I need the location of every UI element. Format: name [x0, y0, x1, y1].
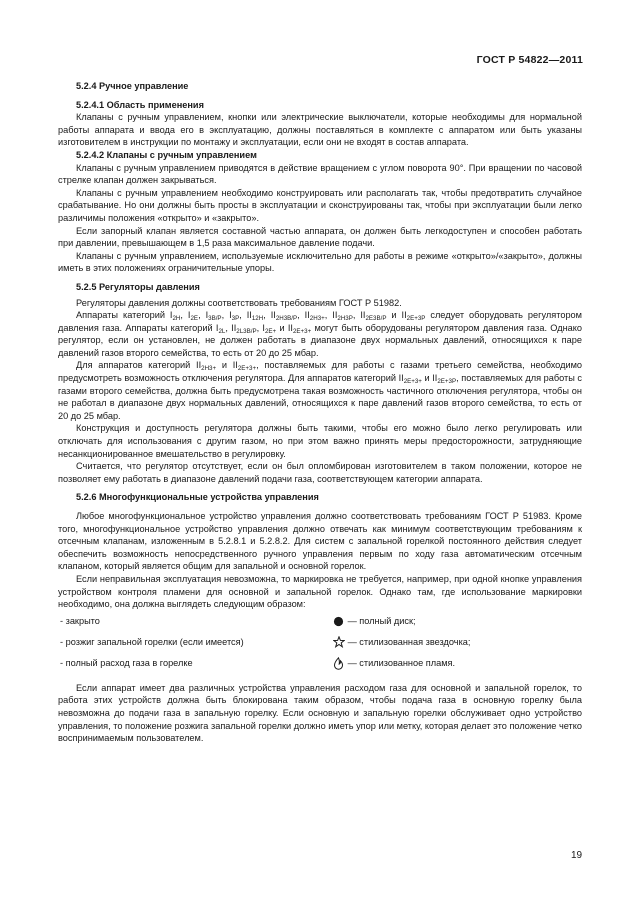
- legend-label: - полный расход газа в горелке: [60, 657, 193, 668]
- paragraph-gas-categories: Аппараты категорий $I_{2H}$, $I_{2E}$, $I_{3B/P}$, $I_{3P}$, $II_{12H}$, $II_{2H3B/P}$, $II_{2H3+}$, $II_{2H3P}$, $II_{2E3B/P}$ и $II_{2E+3P}$ следует оборудовать регулятором давления газа. Аппараты категорий $I_{2L}$, $II_{2L3B/P}$, $I_{2E+}$ и $II_{2E+3+}$ могут быть оборудованы регулятором давления газа. Однако регулятор, если он установлен, не должен работать в диапазоне двух нормальных давлений, относящихся к паре давлений газов второго семейства, то есть от 20 до 25 мбар.: [58, 310, 582, 358]
- page-body: [58, 80, 582, 745]
- legend-label: - закрыто: [60, 615, 100, 626]
- paragraph: Любое многофункциональное устройство управления должно соответствовать требованиям ГОСТ Р 51983. Кроме того, многофункциональное устройство управления должно отвечать как минимум соответствующим требованиям к отсечным клапанам, изложенным в 5.2.8.1 и 5.2.8.2. Для систем с запальной горелкой постоянного действия следует обеспечить возможность непосредственного ручного управления первым по ходу газа автоматическим отсечным клапаном, который является общим для запальной и основной горелок.: [58, 511, 582, 572]
- paragraph: Если неправильная эксплуатация невозможна, то маркировка не требуется, например, при одной кнопке управления устройством контроля пламени для основной и запальной горелок. Однако там, где использование маркировки необходимо, она должна выглядеть следующим образом:: [58, 573, 582, 610]
- section-title-5-2-5: 5.2.5 Регуляторы давления: [76, 281, 200, 292]
- star-icon: [333, 636, 345, 648]
- flame-icon: [333, 657, 345, 670]
- paragraph: Регуляторы давления должны соответствовать требованиям ГОСТ Р 51982.: [76, 297, 402, 308]
- legend-description: — стилизованное пламя.: [347, 657, 456, 668]
- section-title-5-2-6: 5.2.6 Многофункциональные устройства управления: [76, 492, 319, 503]
- paragraph: Конструкция и доступность регулятора должны быть такими, чтобы его можно было легко регулировать или отключать для использования с другим газом, но при этом важно принять меры предосторожности, затрудняющие несанкционированное вмешательство в регулировку.: [58, 423, 582, 459]
- document-header: ГОСТ Р 54822—2011: [476, 54, 583, 66]
- paragraph: Клапаны с ручным управлением, кнопки или электрические выключатели, которые необходимы для нормальной работы аппарата и ввода его в эксплуатацию, должны поставляться в комплекте с аппаратом или быть указаны изготовителем в инструкции по монтажу и эксплуатации, если они не входят в состав аппарата.: [58, 112, 582, 148]
- filled-disc-icon: [333, 616, 345, 627]
- paragraph-regulator-disable: Для аппаратов категорий $II_{2H3+}$ и $II_{2E+3+}$, поставляемых для работы с газами третьего семейства, необходимо предусмотреть возможность отключения регулятора. Для аппаратов категорий $II_{2E+3+}$ и $II_{2E+3P}$, поставляемых для работы с газами второго семейства, должна быть предусмотрена такая возможность частичного отключения регулятора, чтобы он не работал в диапазоне двух нормальных давлений, относящихся к паре давлений газов второго семейства, то есть от 20 до 25 мбар.: [58, 360, 583, 421]
- legend-row-closed: [58, 615, 582, 636]
- legend-label: - розжиг запальной горелки (если имеется): [60, 636, 244, 647]
- section-title-5-2-4: 5.2.4 Ручное управление: [76, 81, 189, 91]
- legend-row-full-flow: [58, 657, 582, 678]
- page-number: 19: [571, 850, 583, 861]
- paragraph: Клапаны с ручным управлением приводятся в действие вращением с углом поворота 90°. При вращении по часовой стрелке клапан должен закрываться.: [58, 162, 582, 186]
- paragraph: Если запорный клапан является составной частью аппарата, он должен быть легкодоступен и способен работать при давлении, превышающем в 1,5 раза максимальное давление подачи.: [58, 225, 582, 249]
- marking-legend: [58, 615, 582, 678]
- paragraph: Клапаны с ручным управлением необходимо конструировать или располагать так, чтобы предотвратить случайное срабатывание. Но они должны быть просты в эксплуатации и сконструированы так, чтобы при эксплуатации были легко различимы положения «открыто» и «закрыто».: [58, 187, 582, 223]
- paragraph: Клапаны с ручным управлением, используемые исключительно для работы в режиме «открыто»/«закрыто», должны иметь в этих положениях ограничительные упоры.: [58, 250, 582, 274]
- paragraph: Считается, что регулятор отсутствует, если он был опломбирован изготовителем в таком положении, которое не позволяет ему работать в диапазоне давлений подачи газа, соответствующем категории аппарата.: [58, 461, 582, 484]
- paragraph: Если аппарат имеет два различных устройства управления расходом газа для основной и запальной горелок, то работа этих устройств должна быть блокирована таким образом, чтобы подача газа в основную горелку была невозможна до подачи газа в запальную горелку. Если основную и запальную горелки обслуживает одно устройство управления, то положение розжига запальной горелки должно иметь упор или метку, которая делает это положение четко воспринимаемым пользователем.: [58, 682, 582, 744]
- section-title-5-2-4-1: 5.2.4.1 Область применения: [76, 99, 204, 110]
- legend-description: — стилизованная звездочка;: [347, 636, 471, 647]
- legend-description: — полный диск;: [347, 615, 416, 626]
- section-title-5-2-4-2: 5.2.4.2 Клапаны с ручным управлением: [76, 149, 257, 160]
- legend-row-pilot-ignition: [58, 636, 582, 657]
